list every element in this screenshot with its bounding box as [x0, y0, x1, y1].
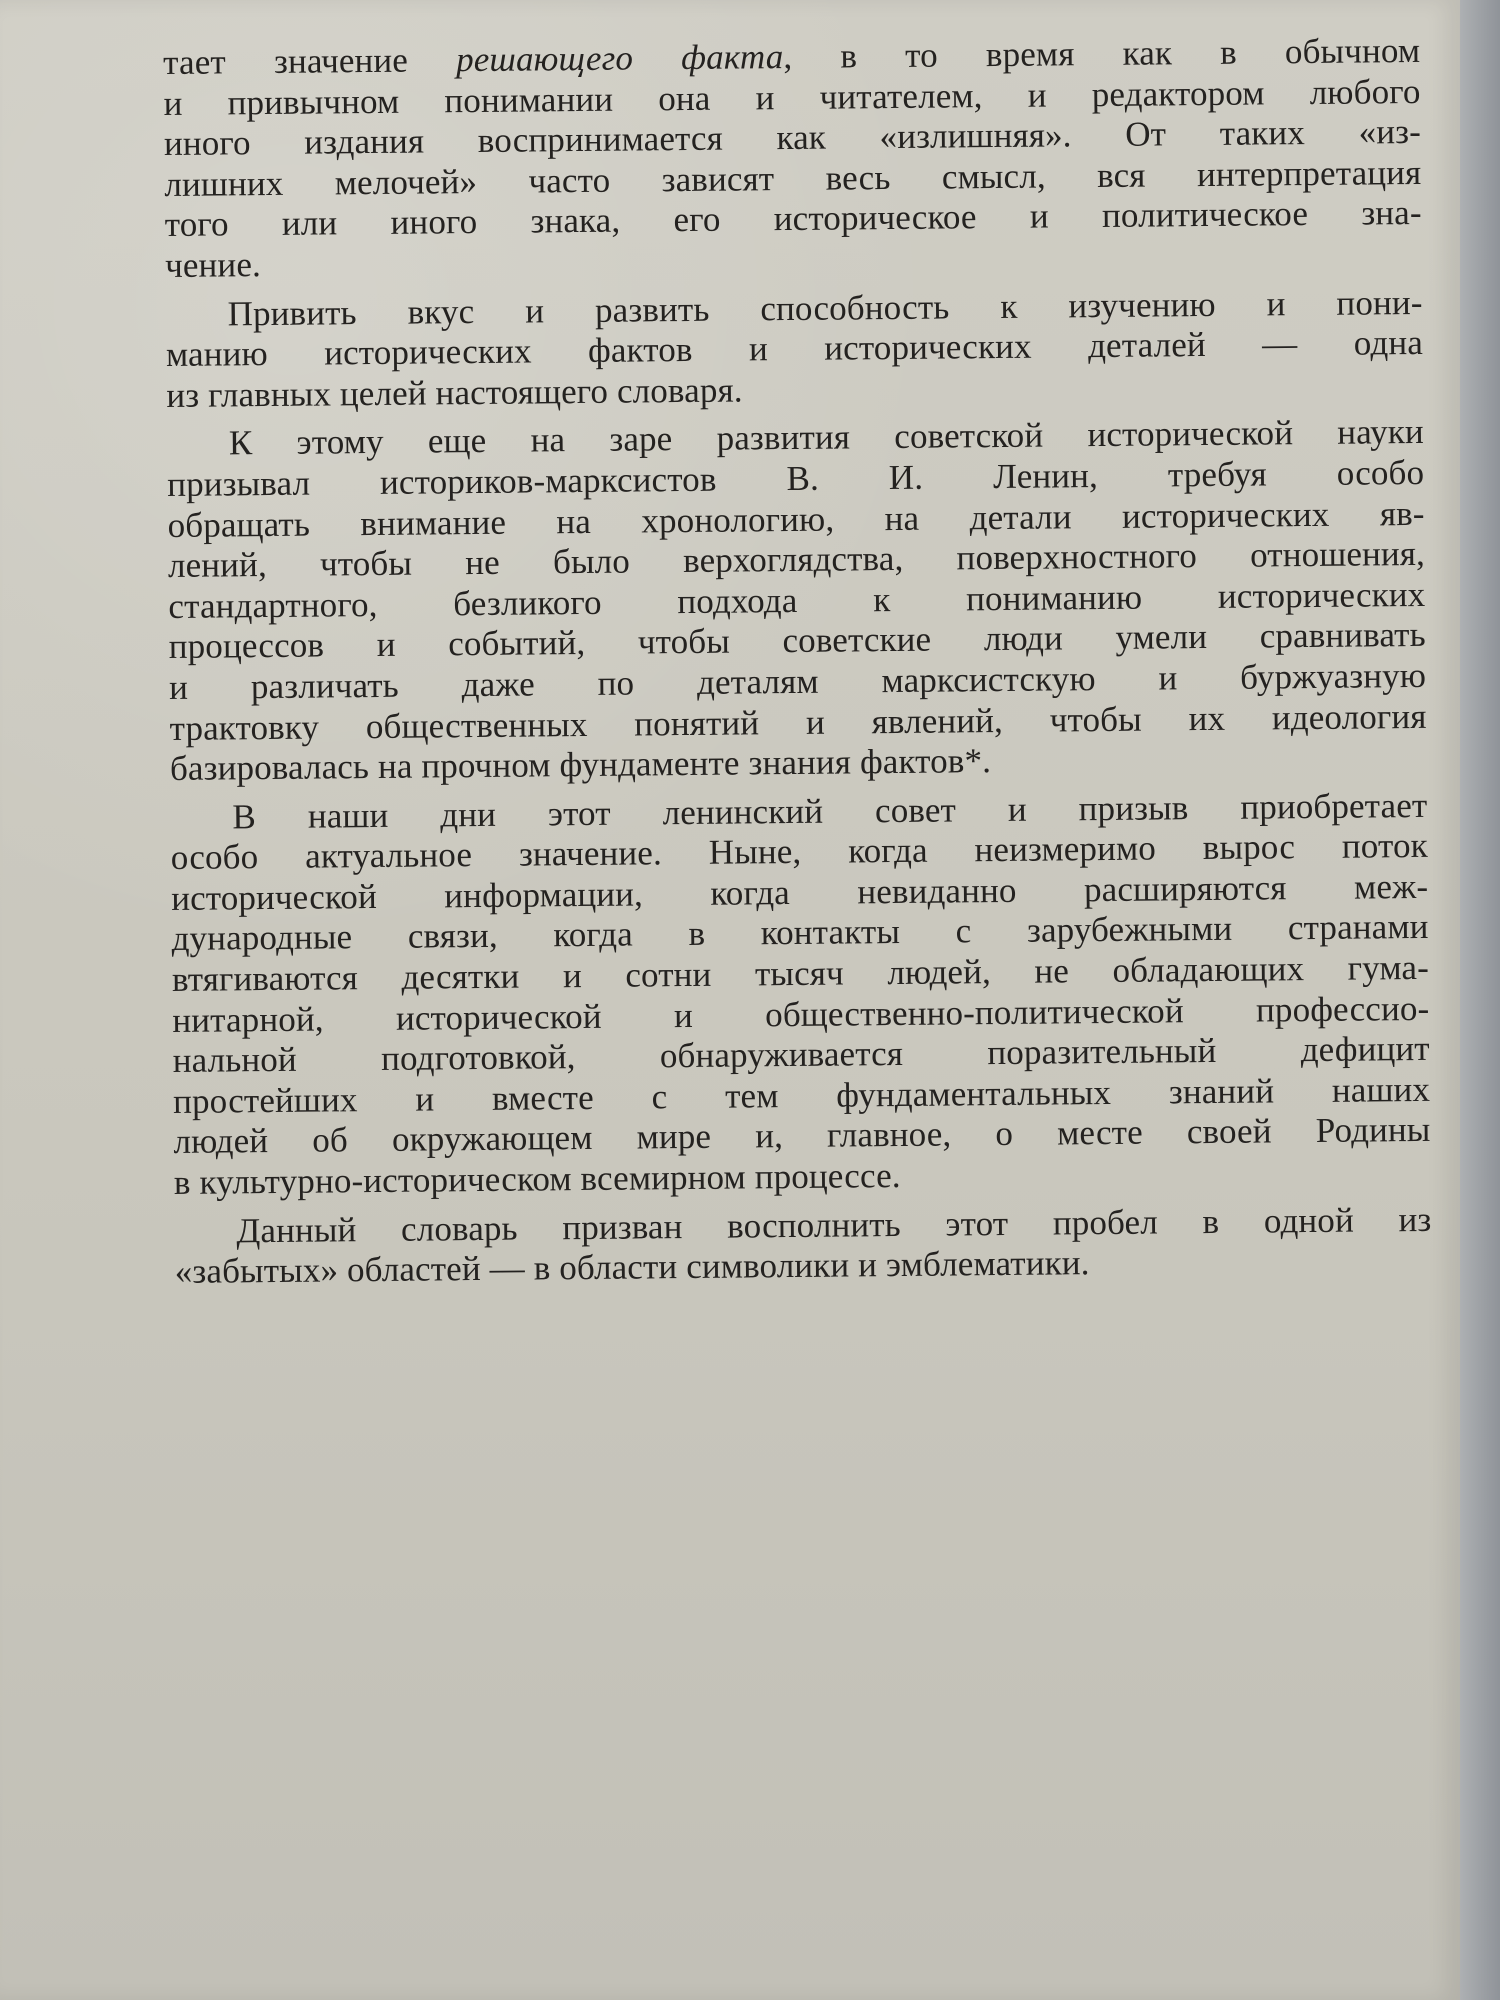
- text-line-7: Привить вкус и развить способность к изучению и пони-: [227, 282, 1423, 333]
- text-line-25: нальной подготовкой, обнаруживается поразительный дефицит: [172, 1029, 1430, 1081]
- text-line-3: иного издания воспринимается как «излишняя». От таких «из-: [163, 112, 1422, 164]
- page-edge-shadow: [1460, 0, 1500, 2000]
- text-line-20: особо актуальное значение. Ныне, когда неизмеримо вырос поток: [170, 826, 1428, 878]
- text-line-9: из главных целей настоящего словаря.: [166, 370, 743, 415]
- text-line-24: нитарной, исторической и общественно-политической профессио-: [172, 988, 1430, 1040]
- text-line-5: того или иного знака, его историческое и политическое зна-: [164, 193, 1422, 245]
- text-line-17: трактовку общественных понятий и явлений, чтобы их идеология: [169, 696, 1427, 748]
- text-line-4: лишних мелочей» часто зависят весь смысл, вся интерпретация: [164, 152, 1422, 204]
- text-line-15: процессов и событий, чтобы советские люди умели сравнивать: [168, 615, 1426, 667]
- text-line-12: обращать внимание на хронологию, на детали исторических яв-: [167, 493, 1425, 545]
- text-line-19: В наши дни этот ленинский совет и призыв приобретает: [232, 785, 1428, 837]
- text-line-30: «забытых» областей — в области символики и эмблематики.: [174, 1243, 1090, 1292]
- text-line-14: стандартного, безликого подхода к пониманию исторических: [168, 574, 1426, 626]
- text-line-27: людей об окружающем мире и, главное, о месте своей Родины: [173, 1110, 1431, 1162]
- text-line-22: дународные связи, когда в контакты с зарубежными странами: [171, 907, 1429, 959]
- text-line-26: простейших и вместе с тем фундаментальных знаний наших: [172, 1069, 1431, 1121]
- text-line-16: и различать даже по деталям марксистскую и буржуазную: [168, 655, 1427, 707]
- text-line-10: К этому еще на заре развития советской исторической науки: [228, 412, 1424, 463]
- text-line-28: в культурно-историческом всемирном процессе.: [173, 1156, 901, 1202]
- text-line-18: базировалась на прочном фундаменте знания фактов*.: [169, 741, 992, 789]
- italic-emphasis: решающего факта: [455, 37, 784, 80]
- text-line-29: Данный словарь призван восполнить этот пробел в одной из: [236, 1199, 1432, 1250]
- text-line-1-post: , в то время как в обычном: [783, 30, 1421, 77]
- text-line-6: чение.: [164, 245, 262, 285]
- page-text: [163, 31, 1432, 1293]
- text-line-21: исторической информации, когда невиданно расширяются меж-: [171, 866, 1429, 918]
- text-line-13: лений, чтобы не было верхоглядства, поверхностного отношения,: [167, 534, 1426, 586]
- text-line-23: втягиваются десятки и сотни тысяч людей, не обладающих гума-: [171, 947, 1430, 1000]
- text-line-11: призывал историков-марксистов В. И. Ленин, требуя особо: [167, 452, 1425, 504]
- text-line-8: манию исторических фактов и исторических деталей — одна: [165, 323, 1424, 375]
- text-line-2: и привычном понимании она и читателем, и редактором любого: [163, 71, 1421, 123]
- text-line-1-pre: тает значение: [163, 40, 457, 82]
